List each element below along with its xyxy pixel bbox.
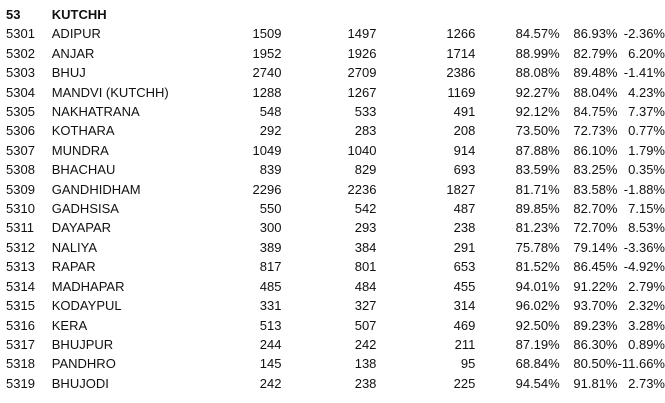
value-1: 331	[259, 298, 282, 314]
percent-2: 91.22%	[573, 278, 618, 294]
percent-change: -4.92%	[623, 259, 665, 275]
center-name: ANJAR	[51, 45, 95, 61]
center-code: 5304	[6, 84, 35, 100]
percent-1: 75.78%	[515, 239, 560, 255]
percent-1: 96.02%	[515, 298, 560, 314]
center-code: 5301	[6, 26, 35, 42]
percent-change: 2.79%	[628, 278, 665, 294]
center-code: 5306	[6, 123, 35, 139]
percent-change: 1.79%	[628, 142, 665, 158]
value-3: 455	[453, 278, 476, 294]
percent-2: 83.58%	[573, 181, 618, 197]
percent-1: 94.01%	[515, 278, 560, 294]
district-header-row	[0, 5, 665, 24]
percent-change: -11.66%	[617, 356, 665, 372]
value-3: 914	[453, 142, 476, 158]
value-3: 211	[454, 336, 476, 352]
value-3: 653	[453, 259, 476, 275]
table-row	[0, 102, 665, 121]
center-code: 5318	[6, 356, 35, 372]
value-2: 327	[354, 298, 377, 314]
percent-1: 89.85%	[515, 201, 560, 217]
value-2: 507	[354, 317, 377, 333]
table-row	[0, 199, 665, 218]
table-row	[0, 141, 665, 160]
value-2: 1040	[347, 142, 377, 158]
percent-1: 87.88%	[515, 142, 560, 158]
value-2: 293	[354, 220, 377, 236]
value-2: 801	[354, 259, 377, 275]
center-code: 5309	[6, 181, 35, 197]
percent-change: 7.37%	[628, 104, 665, 120]
percent-2: 84.75%	[573, 104, 618, 120]
value-1: 2740	[252, 65, 282, 81]
value-3: 1169	[447, 84, 476, 100]
table-row	[0, 335, 665, 354]
value-2: 1497	[347, 26, 377, 42]
center-name: MUNDRA	[51, 142, 109, 158]
percent-change: 7.15%	[628, 201, 665, 217]
value-3: 487	[453, 201, 476, 217]
percent-change: 8.53%	[628, 220, 665, 236]
value-1: 485	[259, 278, 282, 294]
center-code: 5314	[6, 278, 35, 294]
table-row	[0, 218, 665, 237]
value-2: 1926	[347, 45, 377, 61]
table-row	[0, 316, 665, 335]
center-name: BHUJ	[51, 65, 86, 81]
value-3: 1266	[446, 26, 476, 42]
value-1: 300	[259, 220, 282, 236]
percent-2: 89.48%	[573, 65, 618, 81]
percent-2: 86.45%	[573, 259, 618, 275]
value-3: 1827	[446, 181, 476, 197]
center-name: KOTHARA	[51, 123, 115, 139]
value-2: 238	[354, 375, 377, 391]
value-1: 2296	[252, 181, 282, 197]
percent-change: -2.36%	[623, 26, 665, 42]
percent-1: 84.57%	[515, 26, 560, 42]
value-3: 469	[453, 317, 476, 333]
value-1: 1509	[252, 26, 282, 42]
table-row	[0, 121, 665, 140]
value-1: 1288	[252, 84, 282, 100]
center-name: RAPAR	[51, 259, 96, 275]
table-row	[0, 44, 665, 63]
center-name: ADIPUR	[51, 26, 101, 42]
center-code: 5319	[6, 375, 35, 391]
percent-1: 81.52%	[515, 259, 560, 275]
center-code: 5305	[6, 104, 35, 120]
center-code: 5317	[6, 336, 35, 352]
percent-1: 92.12%	[515, 104, 560, 120]
percent-1: 81.23%	[515, 220, 560, 236]
value-1: 1952	[252, 45, 282, 61]
value-1: 145	[259, 356, 282, 372]
table-row	[0, 238, 665, 257]
results-table-body	[0, 5, 665, 393]
value-3: 291	[453, 239, 476, 255]
center-code: 5308	[6, 162, 35, 178]
center-name: MADHAPAR	[51, 278, 125, 294]
center-code: 5313	[6, 259, 35, 275]
value-1: 242	[259, 375, 282, 391]
center-name: BHACHAU	[51, 162, 116, 178]
value-1: 292	[259, 123, 282, 139]
value-1: 389	[259, 239, 282, 255]
percent-2: 79.14%	[573, 239, 618, 255]
district-name: KUTCHH	[51, 7, 107, 22]
table-row	[0, 63, 665, 82]
percent-change: 0.89%	[628, 336, 665, 352]
center-code: 5316	[6, 317, 35, 333]
percent-1: 87.19%	[515, 336, 560, 352]
value-1: 817	[259, 259, 282, 275]
table-row	[0, 354, 665, 373]
table-row	[0, 374, 665, 393]
value-3: 208	[453, 123, 476, 139]
percent-2: 80.50%	[573, 356, 618, 372]
value-3: 693	[453, 162, 476, 178]
percent-2: 72.70%	[573, 220, 618, 236]
district-code: 53	[6, 7, 21, 22]
percent-1: 88.08%	[515, 65, 560, 81]
value-3: 95	[460, 356, 476, 372]
value-2: 2236	[347, 181, 377, 197]
percent-change: 0.77%	[628, 123, 665, 139]
table-row	[0, 83, 665, 102]
center-name: KODAYPUL	[51, 298, 122, 314]
percent-1: 81.71%	[515, 181, 560, 197]
percent-2: 83.25%	[573, 162, 618, 178]
center-code: 5307	[6, 142, 35, 158]
value-3: 238	[453, 220, 476, 236]
value-3: 2386	[446, 65, 476, 81]
table-row	[0, 24, 665, 43]
center-name: NALIYA	[51, 239, 98, 255]
value-1: 513	[259, 317, 282, 333]
percent-2: 88.04%	[573, 84, 618, 100]
percent-2: 72.73%	[573, 123, 618, 139]
percent-2: 86.10%	[573, 142, 618, 158]
value-2: 242	[354, 336, 377, 352]
value-2: 533	[354, 104, 377, 120]
percent-2: 93.70%	[573, 298, 618, 314]
percent-change: -3.36%	[623, 239, 665, 255]
center-code: 5311	[6, 220, 34, 236]
value-1: 1049	[252, 142, 282, 158]
percent-2: 86.30%	[573, 336, 618, 352]
percent-2: 82.70%	[573, 201, 618, 217]
center-name: BHUJPUR	[51, 336, 114, 352]
value-2: 384	[354, 239, 377, 255]
value-3: 1714	[446, 45, 476, 61]
value-1: 244	[259, 336, 282, 352]
table-row	[0, 277, 665, 296]
percent-change: 2.32%	[628, 298, 665, 314]
percent-change: 2.73%	[628, 375, 665, 391]
percent-change: 0.35%	[628, 162, 665, 178]
center-code: 5303	[6, 65, 35, 81]
center-code: 5310	[6, 201, 35, 217]
value-2: 484	[354, 278, 377, 294]
center-name: MANDVI (KUTCHH)	[51, 84, 169, 100]
value-2: 829	[354, 162, 377, 178]
center-name: NAKHATRANA	[51, 104, 140, 120]
value-3: 314	[453, 298, 476, 314]
value-2: 283	[354, 123, 377, 139]
percent-1: 83.59%	[515, 162, 560, 178]
percent-change: 6.20%	[628, 45, 665, 61]
value-1: 550	[259, 201, 282, 217]
value-1: 548	[259, 104, 282, 120]
percent-change: -1.41%	[623, 65, 665, 81]
center-name: BHUJODI	[51, 375, 109, 391]
table-row	[0, 296, 665, 315]
center-name: DAYAPAR	[51, 220, 112, 236]
table-row	[0, 257, 665, 276]
percent-2: 86.93%	[573, 26, 618, 42]
percent-1: 68.84%	[515, 356, 560, 372]
value-3: 225	[453, 375, 476, 391]
value-2: 1267	[347, 84, 377, 100]
center-name: GADHSISA	[51, 201, 119, 217]
value-1: 839	[259, 162, 282, 178]
center-name: PANDHRO	[51, 356, 116, 372]
percent-2: 91.81%	[573, 375, 618, 391]
value-3: 491	[453, 104, 476, 120]
value-2: 2709	[347, 65, 377, 81]
value-2: 542	[354, 201, 377, 217]
percent-change: -1.88%	[623, 181, 665, 197]
value-2: 138	[354, 356, 377, 372]
percent-1: 92.50%	[515, 317, 560, 333]
table-row	[0, 160, 665, 179]
center-code: 5312	[6, 239, 35, 255]
percent-2: 89.23%	[573, 317, 618, 333]
center-code: 5315	[6, 298, 35, 314]
percent-1: 73.50%	[515, 123, 560, 139]
table-row	[0, 180, 665, 199]
results-table	[0, 5, 665, 393]
center-code: 5302	[6, 45, 35, 61]
percent-1: 88.99%	[515, 45, 560, 61]
percent-2: 82.79%	[573, 45, 618, 61]
percent-1: 94.54%	[515, 375, 560, 391]
percent-change: 3.28%	[628, 317, 665, 333]
center-name: GANDHIDHAM	[51, 181, 141, 197]
percent-change: 4.23%	[628, 84, 665, 100]
center-name: KERA	[51, 317, 88, 333]
percent-1: 92.27%	[515, 84, 560, 100]
